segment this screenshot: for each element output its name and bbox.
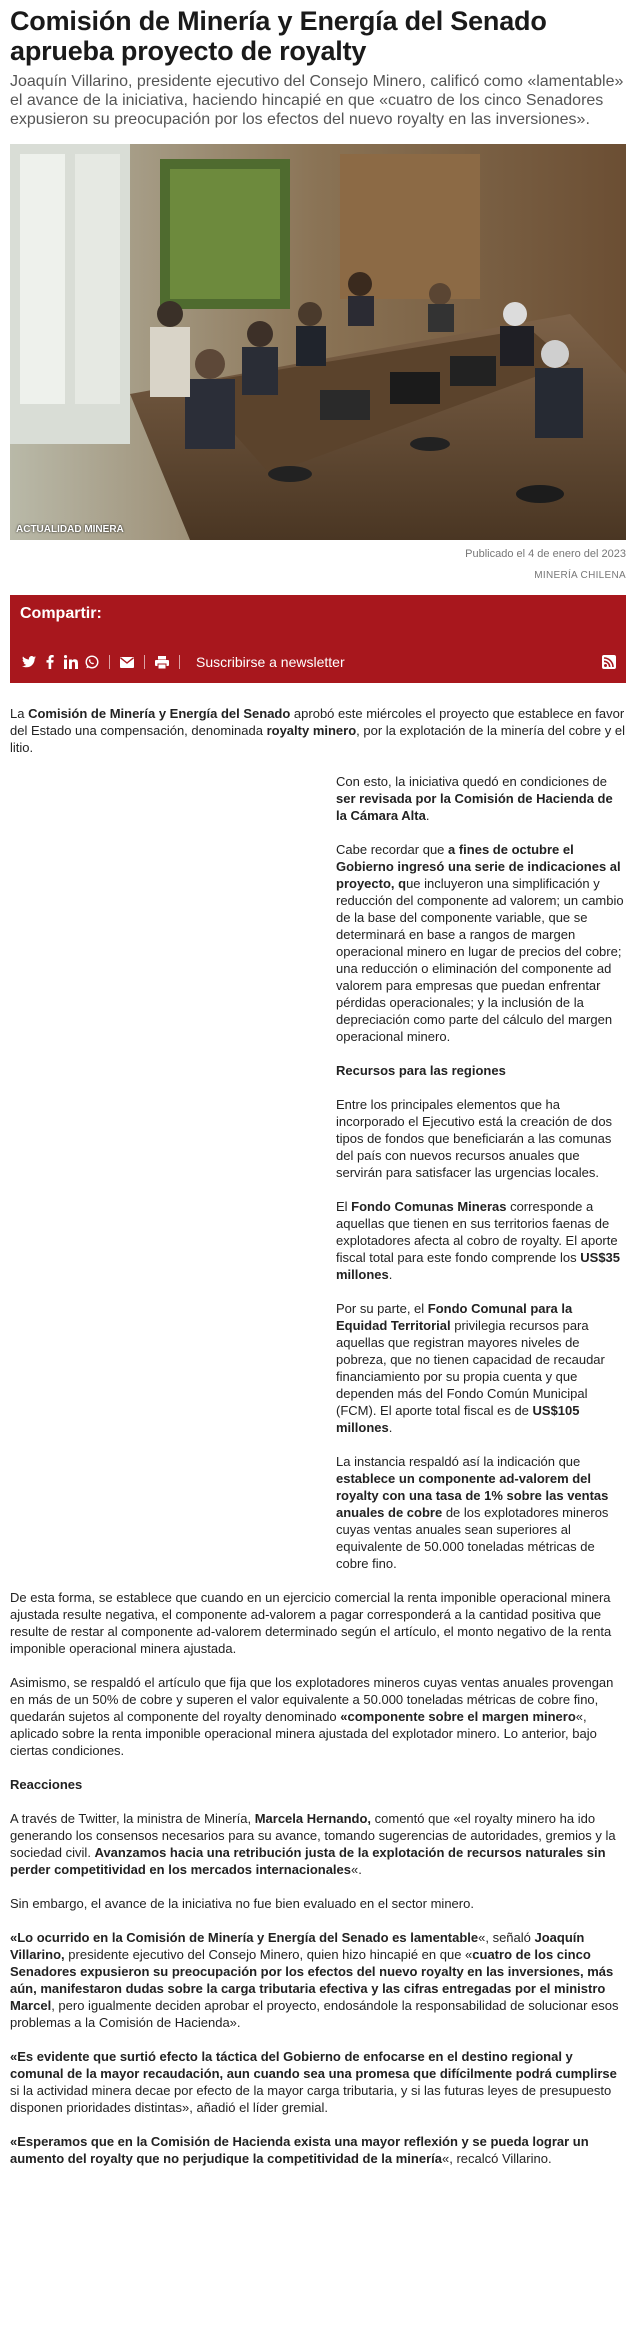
paragraph: A través de Twitter, la ministra de Minería, Marcela Hernando, comentó que «el royalty minero ha ido generando los consensos necesarios para su avance, tomando sugerencias de autoridades, gremios y la sociedad civil. Avanzamos hacia una retribución justa de la explotación de recursos naturales sin perder competitividad en los mercados internacionales«. <box>10 1811 616 1877</box>
article-source: MINERÍA CHILENA <box>534 570 626 581</box>
email-icon[interactable] <box>118 653 136 671</box>
article-title: Comisión de Minería y Energía del Senado aprueba proyecto de royalty <box>10 6 547 66</box>
paragraph: El Fondo Comunas Mineras corresponde a aquellas que tienen en sus territorios faenas de explotadores afecta al cobro de royalty. El aporte fiscal total para este fondo comprende los US$35 millones. <box>336 1199 621 1282</box>
paragraph: Con esto, la iniciativa quedó en condiciones de ser revisada por la Comisión de Hacienda de la Cámara Alta. <box>336 774 613 823</box>
paragraph: La instancia respaldó así la indicación que establece un componente ad-valorem del royalty con una tasa de 1% sobre las ventas anuales de cobre de los explotadores mineros cuyas ventas anuales sean superiores al equivalente de 50.000 toneladas métricas de cobre fino. <box>336 1454 609 1571</box>
paragraph: «Es evidente que surtió efecto la táctica del Gobierno de enfocarse en el destino regional y comunal de la mayor recaudación, aun cuando sea una promesa que difícilmente podrá cumplirse si la actividad minera decae por efecto de la mayor carga tributaria, y si las futuras leyes de presupuesto disponen prioridades distintas», añadió el líder gremial. <box>10 2049 617 2115</box>
whatsapp-icon[interactable] <box>83 653 101 671</box>
publish-date: Publicado el 4 de enero del 2023 <box>465 548 626 560</box>
right-column <box>336 773 626 1572</box>
meeting-photo-illustration <box>10 144 626 540</box>
share-row <box>20 652 616 672</box>
section-heading: Reacciones <box>10 1777 83 1792</box>
linkedin-icon[interactable] <box>62 653 80 671</box>
share-divider <box>144 655 145 669</box>
share-divider <box>179 655 180 669</box>
paragraph: «Esperamos que en la Comisión de Hacienda exista una mayor reflexión y se pueda lograr un aumento del royalty que no perjudique la competitividad de la minería«, recalcó Villarino. <box>10 2134 589 2166</box>
article-subtitle: Joaquín Villarino, presidente ejecutivo del Consejo Minero, calificó como «lamentable» el avance de la iniciativa, haciendo hincapié en que «cuatro de los cinco Senadores expusieron su preocupación por los efectos del nuevo royalty en las inversiones». <box>10 73 624 128</box>
print-icon[interactable] <box>153 653 171 671</box>
photo-credit: ACTUALIDAD MINERA <box>16 524 124 535</box>
newsletter-link[interactable]: Suscribirse a newsletter <box>196 654 345 670</box>
paragraph: Asimismo, se respaldó el artículo que fija que los explotadores mineros cuyas ventas anuales provengan en más de un 50% de cobre y superen el valor equivalente a 50.000 toneladas métricas de cobre fino, quedarán sujetos al componente del royalty denominado «componente sobre el margen minero«, aplicado sobre la renta imponible operacional minera ajustada del explotador minero. Lo anterior, bajo ciertas condiciones. <box>10 1675 614 1758</box>
paragraph: La Comisión de Minería y Energía del Senado aprobó este miércoles el proyecto que establece en favor del Estado una compensación, denominada royalty minero, por la explotación de la minería del cobre y el litio. <box>10 706 625 755</box>
paragraph: «Lo ocurrido en la Comisión de Minería y Energía del Senado es lamentable«, señaló Joaquín Villarino, presidente ejecutivo del Consejo Minero, quien hizo hincapié en que «cuatro de los cinco Senadores expusieron su preocupación por los efectos del nuevo royalty en las inversiones, más aún, manifestaron dudas sobre la carga tributaria efectiva y las cifras entregadas por el ministro Marcel, pero igualmente deciden aprobar el proyecto, endosándole la responsabilidad de solucionar esos problemas a la Comisión de Hacienda». <box>10 1930 619 2030</box>
paragraph: Entre los principales elementos que ha incorporado el Ejecutivo está la creación de dos tipos de fondos que beneficiarán a las comunas del país con nuevos recursos anuales que servirán para satisfacer las urgencias locales. <box>336 1097 613 1180</box>
rss-icon[interactable] <box>602 655 616 669</box>
article-meta <box>10 547 626 583</box>
share-bar <box>10 595 626 683</box>
share-divider <box>109 655 110 669</box>
share-title: Compartir: <box>20 605 102 622</box>
twitter-icon[interactable] <box>20 653 38 671</box>
paragraph: De esta forma, se establece que cuando en un ejercicio comercial la renta imponible operacional minera ajustada resulte negativa, el componente ad-valorem a pagar corresponderá a la cantidad positiva que resulte de restar al componente ad-valorem determinado según el artículo, el monto negativo de la renta imponible operacional minera ajustada. <box>10 1590 612 1656</box>
article-body <box>10 705 626 2167</box>
article-photo <box>10 144 626 540</box>
facebook-icon[interactable] <box>41 653 59 671</box>
paragraph: Por su parte, el Fondo Comunal para la Equidad Territorial privilegia recursos para aquellas que registran mayores niveles de pobreza, que no tienen capacidad de recaudar financiamiento por su propia cuenta y que dependen más del Fondo Común Municipal (FCM). El aporte total fiscal es de US$105 millones. <box>336 1301 605 1435</box>
paragraph: Cabe recordar que a fines de octubre el Gobierno ingresó una serie de indicaciones al proyecto, que incluyeron una simplificación y reducción del componente ad valorem; un cambio de la base del componente variable, que se determinará en base a rangos de margen operacional minero en lugar de precios del cobre; una reducción o eliminación del componente ad valorem para empresas que puedan enfrentar pérdidas operacionales; y la inclusión de la depreciación como parte del cálculo del margen operacional minero. <box>336 842 624 1044</box>
paragraph: Sin embargo, el avance de la iniciativa no fue bien evaluado en el sector minero. <box>10 1896 474 1911</box>
section-heading: Recursos para las regiones <box>336 1063 506 1078</box>
